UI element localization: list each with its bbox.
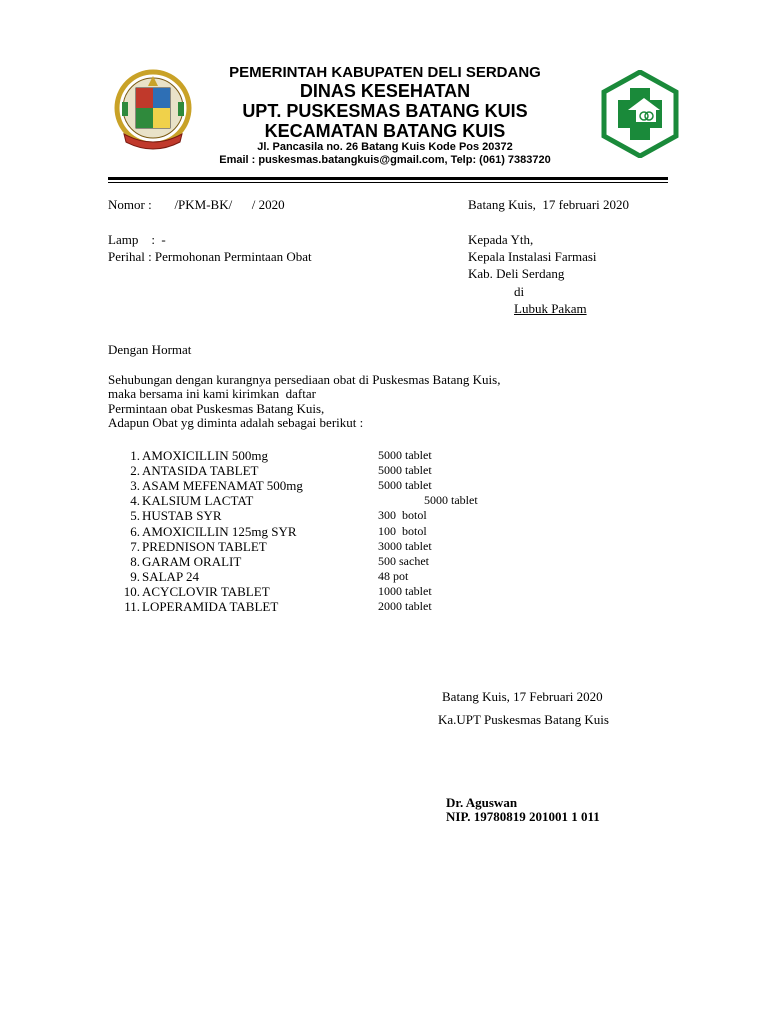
letterhead-government: PEMERINTAH KABUPATEN DELI SERDANG xyxy=(229,64,541,81)
list-item-quantity: 48 pot xyxy=(378,568,409,583)
list-item xyxy=(118,493,538,508)
list-item xyxy=(118,524,538,539)
list-item xyxy=(118,508,538,523)
list-item-quantity: 300 botol xyxy=(378,508,427,523)
list-item-name: HUSTAB SYR xyxy=(142,508,222,524)
signature-place-date: Batang Kuis, 17 Februari 2020 xyxy=(442,689,603,704)
list-item-name: LOPERAMIDA TABLET xyxy=(142,599,279,614)
list-item-number: 11. xyxy=(124,599,140,614)
recipient-title: Kepala Instalasi Farmasi xyxy=(468,249,597,264)
list-item-name: ASAM MEFENAMAT 500mg xyxy=(142,478,303,494)
letterhead-rule-thin xyxy=(108,182,668,183)
letterhead-rule-thick xyxy=(108,177,668,180)
list-item-quantity: 500 sachet xyxy=(378,553,429,568)
health-ministry-logo xyxy=(600,70,680,158)
list-item-number: 7. xyxy=(130,538,140,554)
list-item-number: 6. xyxy=(130,523,140,539)
list-item-quantity: 5000 tablet xyxy=(378,448,432,462)
list-item-number: 3. xyxy=(130,478,140,494)
list-item-quantity: 5000 tablet xyxy=(378,463,432,478)
list-item-name: AMOXICILLIN 125mg SYR xyxy=(142,523,297,539)
list-item xyxy=(118,463,538,478)
body-line-3: Permintaan obat Puskesmas Batang Kuis, xyxy=(108,401,325,416)
list-item xyxy=(118,599,538,614)
letter-attachment: Lamp : - xyxy=(108,232,166,247)
list-item xyxy=(118,554,538,569)
list-item-quantity: 5000 tablet xyxy=(424,493,478,508)
list-item xyxy=(118,539,538,554)
list-item-name: AMOXICILLIN 500mg xyxy=(142,448,269,463)
recipient-region: Kab. Deli Serdang xyxy=(468,266,565,281)
letterhead-address: Jl. Pancasila no. 26 Batang Kuis Kode Pos 20372 xyxy=(257,141,513,153)
letterhead-unit: UPT. PUSKESMAS BATANG KUIS xyxy=(242,101,528,121)
list-item-number: 8. xyxy=(130,553,140,569)
greeting: Dengan Hormat xyxy=(108,342,192,357)
list-item-quantity: 2000 tablet xyxy=(378,599,432,613)
letterhead-contact: Email : puskesmas.batangkuis@gmail.com, Telp: (061) 7383720 xyxy=(219,154,551,166)
list-item-quantity: 1000 tablet xyxy=(378,583,432,598)
recipient-salutation: Kepada Yth, xyxy=(468,232,534,247)
list-item-number: 2. xyxy=(130,463,140,479)
signature-name: Dr. Aguswan xyxy=(446,795,518,810)
letter-subject: Perihal : Permohonan Permintaan Obat xyxy=(108,249,312,264)
recipient-city: Lubuk Pakam xyxy=(514,301,587,316)
recipient-di: di xyxy=(514,284,525,299)
list-item-quantity: 100 botol xyxy=(378,523,427,538)
list-item-number: 5. xyxy=(130,508,140,524)
regency-seal-logo xyxy=(114,68,192,154)
list-item-name: PREDNISON TABLET xyxy=(142,538,267,554)
list-item-number: 4. xyxy=(130,493,140,509)
list-item-quantity: 3000 tablet xyxy=(378,538,432,553)
letter-number: Nomor : /PKM-BK/ / 2020 xyxy=(108,197,285,212)
letter-date: Batang Kuis, 17 februari 2020 xyxy=(468,197,630,212)
list-item xyxy=(118,478,538,493)
list-item xyxy=(118,584,538,599)
letterhead-district: KECAMATAN BATANG KUIS xyxy=(264,121,506,141)
list-item-name: SALAP 24 xyxy=(142,568,199,584)
list-item-quantity: 5000 tablet xyxy=(378,478,432,493)
list-item-name: KALSIUM LACTAT xyxy=(142,493,254,509)
list-item xyxy=(118,448,538,463)
signature-nip: NIP. 19780819 201001 1 011 xyxy=(446,809,600,824)
body-line-1: Sehubungan dengan kurangnya persediaan obat di Puskesmas Batang Kuis, xyxy=(108,372,501,387)
body-line-2: maka bersama ini kami kirimkan daftar xyxy=(108,386,316,401)
list-item-number: 10. xyxy=(123,583,140,599)
list-item-number: 1. xyxy=(130,448,140,463)
list-item-name: GARAM ORALIT xyxy=(142,553,242,569)
list-item-number: 9. xyxy=(130,568,140,584)
body-line-4: Adapun Obat yg diminta adalah sebagai berikut : xyxy=(108,415,364,430)
signature-title: Ka.UPT Puskesmas Batang Kuis xyxy=(438,712,609,727)
letterhead-department: DINAS KESEHATAN xyxy=(299,81,471,101)
list-item-name: ANTASIDA TABLET xyxy=(142,463,259,479)
list-item-name: ACYCLOVIR TABLET xyxy=(142,583,270,599)
list-item xyxy=(118,569,538,584)
